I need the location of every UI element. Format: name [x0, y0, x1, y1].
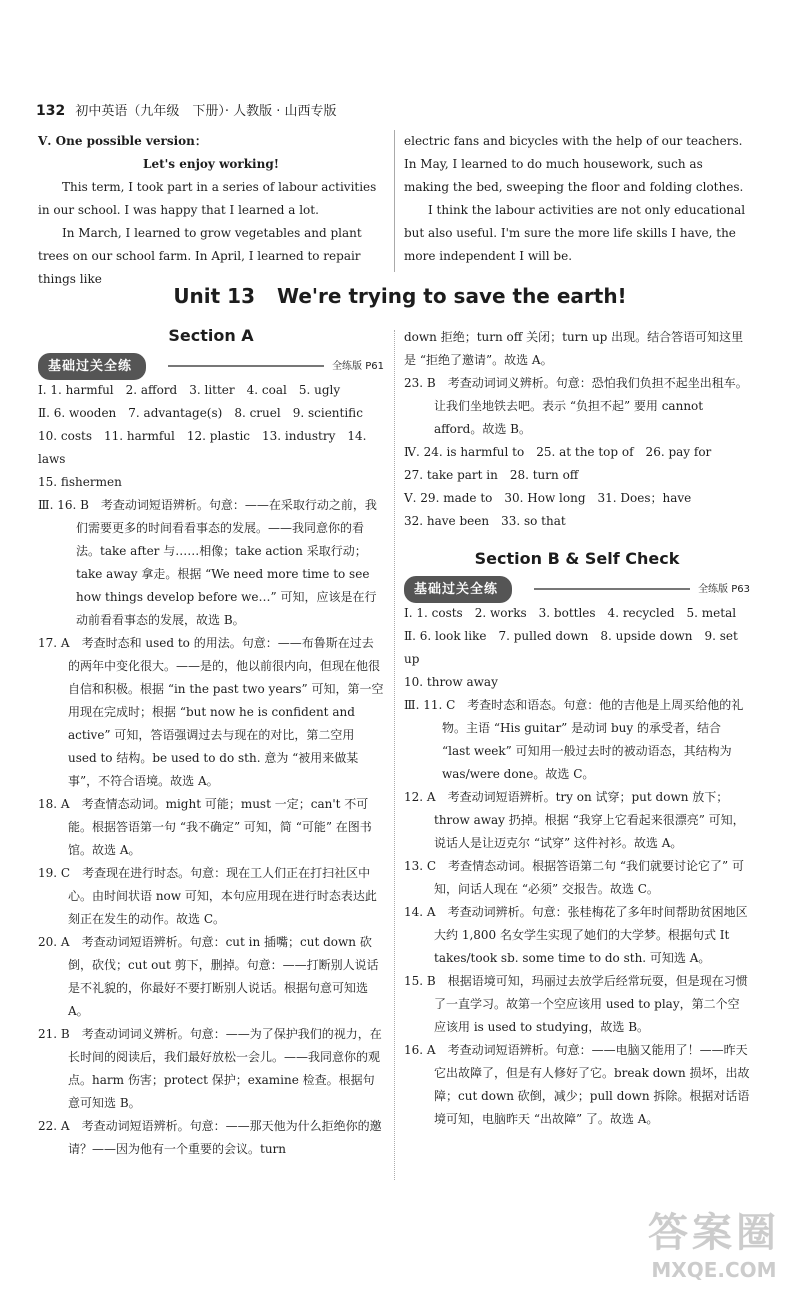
- answer-item: down 拒绝；turn off 关闭；turn up 出现。结合答语可知这里是 “拒绝了邀请”。故选 A。: [404, 330, 744, 367]
- answer-item: 18. A 考查情态动词。might 可能；must 一定；can't 不可能。根据答语第一句 “我不确定” 可知，简 “可能” 在图书馆。故选 A。: [38, 797, 372, 857]
- page-header: [36, 100, 337, 119]
- unit-heading: [0, 284, 800, 308]
- answer-line: 27. take part in 28. turn off: [404, 468, 579, 482]
- banner-rule: [534, 588, 690, 590]
- column-divider: [394, 330, 395, 1180]
- watermark-logo: [648, 1201, 780, 1282]
- answer-line: 10. throw away: [404, 675, 498, 689]
- essay-paragraph-2: In March, I learned to grow vegetables and plant trees on our school farm. In April, I learned to repair things like: [38, 226, 362, 286]
- section-a-banner: [38, 351, 384, 377]
- section-a-title: Section A: [168, 326, 254, 345]
- answer-line: 15. fishermen: [38, 475, 122, 489]
- banner-label: 基础过关全练: [38, 353, 146, 380]
- book-title: 初中英语（九年级 下册）· 人教版 · 山西专版: [75, 104, 337, 119]
- banner-rule: [168, 365, 324, 367]
- answer-line: Ⅰ. 1. costs 2. works 3. bottles 4. recycled 5. metal: [404, 606, 737, 620]
- essay-paragraph-3: electric fans and bicycles with the help of our teachers. In May, I learned to do much housework, such as making the bed, sweeping the floor and folding clothes.: [404, 134, 744, 194]
- section-a-left: [38, 324, 384, 1161]
- banner-page-ref: 全练版 P61: [332, 361, 384, 372]
- watermark-url: MXQE.COM: [651, 1258, 777, 1282]
- essay-paragraph-4: I think the labour activities are not only educational but also useful. I'm sure the more life skills I have, the more independent I will be.: [404, 203, 746, 263]
- answer-item: 15. B 根据语境可知，玛丽过去放学后经常玩耍，但是现在习惯了一直学习。故第一个空应该用 used to play，第二个空应该用 is used to studying，故选 B。: [404, 974, 748, 1034]
- answer-item: 14. A 考查动词辨析。句意：张桂梅花了多年时间帮助贫困地区大约 1,800 名女学生实现了她们的大学梦。根据句式 It takes/took sb. some time to do sth. 可知选 A。: [404, 905, 748, 965]
- essay-left: [38, 130, 384, 291]
- section-b-title: Section B & Self Check: [474, 549, 680, 568]
- answer-item: 13. C 考查情态动词。根据答语第二句 “我们就要讨论它了” 可知，问话人现在 “必须” 交报告。故选 C。: [404, 859, 744, 896]
- answer-line: 10. costs 11. harmful 12. plastic 13. industry 14. laws: [38, 429, 367, 466]
- banner-page-ref: 全练版 P63: [698, 584, 750, 595]
- answer-line: Ⅴ. 29. made to 30. How long 31. Does；have: [404, 491, 692, 505]
- answer-item: 21. B 考查动词词义辨析。句意：——为了保护我们的视力，在长时间的阅读后，我们最好放松一会儿。——我同意你的观点。harm 伤害；protect 保护；examine 检查。根据句意可知选 B。: [38, 1027, 382, 1110]
- answer-item: 20. A 考查动词短语辨析。句意：cut in 插嘴；cut down 砍倒，砍伐；cut out 剪下，删掉。句意：——打断别人说话是不礼貌的，你最好不要打断别人说话。根据句意可知选 A。: [38, 935, 379, 1018]
- section-a-right: [404, 326, 750, 1131]
- essay-paragraph-1: This term, I took part in a series of labour activities in our school. I was happy that I learned a lot.: [38, 180, 377, 217]
- essay-right: [404, 130, 750, 268]
- answer-line: 32. have been 33. so that: [404, 514, 566, 528]
- section-b-banner: [404, 574, 750, 600]
- answer-line: Ⅳ. 24. is harmful to 25. at the top of 26. pay for: [404, 445, 712, 459]
- answer-item: Ⅲ. 11. C 考查时态和语态。句意：他的吉他是上周买给他的礼物。主语 “His guitar” 是动词 buy 的承受者，结合 “last week” 可知用一般过去时的被动语态，其结构为 was/were done。故选 C。: [404, 698, 744, 781]
- unit-number: Unit 13: [173, 284, 256, 308]
- column-divider: [394, 130, 395, 272]
- page-number: 132: [36, 103, 66, 119]
- unit-title: We're trying to save the earth!: [277, 284, 627, 308]
- answer-item: 23. B 考查动词词义辨析。句意：恐怕我们负担不起坐出租车。让我们坐地铁去吧。表示 “负担不起” 要用 cannot afford。故选 B。: [404, 376, 748, 436]
- watermark-text: 答案圈: [648, 1210, 780, 1256]
- answer-line: Ⅱ. 6. wooden 7. advantage(s) 8. cruel 9. scientific: [38, 406, 363, 420]
- answer-item: 12. A 考查动词短语辨析。try on 试穿；put down 放下；throw away 扔掉。根据 “我穿上它看起来很漂亮” 可知，说话人是让迈克尔 “试穿” 这件衬衫。故选 A。: [404, 790, 745, 850]
- answer-line: Ⅱ. 6. look like 7. pulled down 8. upside down 9. set up: [404, 629, 738, 666]
- answer-item: 17. A 考查时态和 used to 的用法。句意：——布鲁斯在过去的两年中变化很大。——是的，他以前很内向，但现在他很自信和积极。根据 “in the past two years” 可知，第一空用现在完成时；根据 “but now he is confident and active” 可知，答语强调过去与现在的对比，第二空用 used to 结构。be used to do sth. 意为 “被用来做某事”，不符合语境。故选 A。: [38, 636, 384, 788]
- answer-item: 22. A 考查动词短语辨析。句意：——那天他为什么拒绝你的邀请？——因为他有一个重要的会议。turn: [38, 1119, 382, 1156]
- essay-title: Let's enjoy working!: [143, 157, 279, 171]
- answer-item: 19. C 考查现在进行时态。句意：现在工人们正在打扫社区中心。由时间状语 now 可知，本句应用现在进行时态表达此刻正在发生的动作。故选 C。: [38, 866, 377, 926]
- essay-label: Ⅴ. One possible version：: [38, 134, 207, 148]
- answer-item: Ⅲ. 16. B 考查动词短语辨析。句意：——在采取行动之前，我们需要更多的时间看看事态的发展。——我同意你的看法。take after 与……相像；take action 采取行动；take away 拿走。根据 “We need more time to see how things develop before we…” 可知，应该是在行动前看看事态的发展，故选 B。: [38, 498, 377, 627]
- answer-line: Ⅰ. 1. harmful 2. afford 3. litter 4. coal 5. ugly: [38, 383, 341, 397]
- answer-item: 16. A 考查动词短语辨析。句意：——电脑又能用了！——昨天它出故障了，但是有人修好了它。break down 损坏，出故障；cut down 砍倒，减少；pull down 拆除。根据对话语境可知，电脑昨天 “出故障” 了。故选 A。: [404, 1043, 750, 1126]
- banner-label: 基础过关全练: [404, 576, 512, 603]
